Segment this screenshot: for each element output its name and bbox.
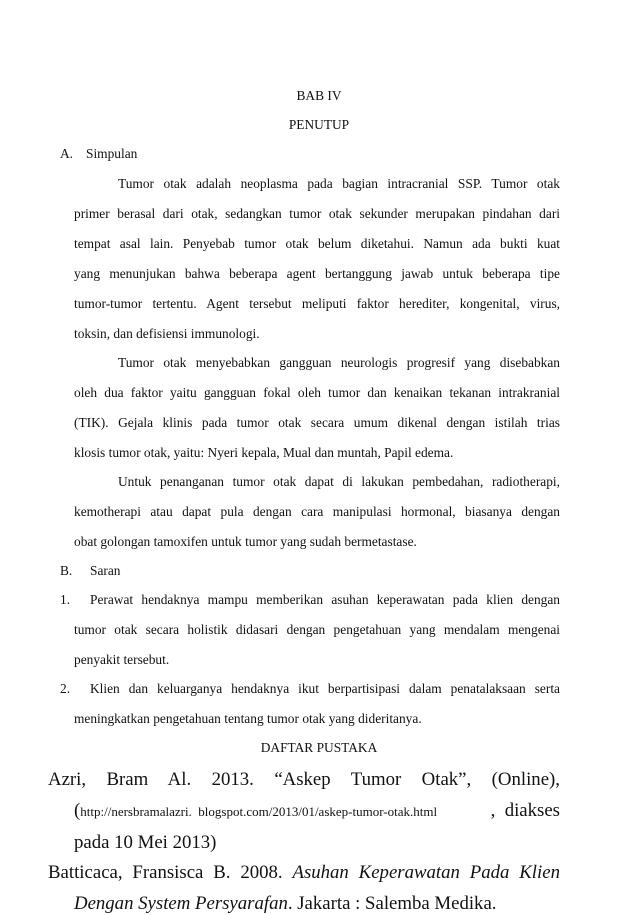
section-b-marker: B. <box>60 563 73 578</box>
saran-line: meningkatkan pengetahuan tentang tumor otak yang dideritanya. <box>74 711 422 726</box>
open-paren: ( <box>74 800 81 821</box>
saran-number: 2. <box>60 681 71 696</box>
reference-book-title: Asuhan Keperawatan Pada Klien <box>292 862 560 883</box>
reference-accessed: , diakses <box>490 800 560 821</box>
reference-url: http://nersbramalazri. blogspot.com/2013/01/askep-tumor-otak.html <box>80 804 438 819</box>
para1-line: Tumor otak adalah neoplasma pada bagian intracranial SSP. Tumor otak <box>118 176 560 191</box>
saran-number: 1. <box>60 592 71 607</box>
reference-book-title-cont: Dengan System Persyarafan <box>74 893 288 914</box>
para2-line: klosis tumor otak, yaitu: Nyeri kepala, Mual dan muntah, Papil edema. <box>74 445 454 460</box>
saran-line: tumor otak secara holistik didasari dengan pengetahuan yang mendalam mengenai <box>74 622 560 637</box>
saran-line: Klien dan keluarganya hendaknya ikut berpartisipasi dalam penatalaksaan serta <box>90 681 560 696</box>
para1-line: primer berasal dari otak, sedangkan tumor otak sekunder merupakan pindahan dari <box>74 206 560 221</box>
section-a-heading: Simpulan <box>86 146 138 161</box>
reference-azri-line: Azri, Bram Al. 2013. “Askep Tumor Otak”, (Online), <box>48 769 560 790</box>
chapter-number: BAB IV <box>296 88 342 103</box>
para1-line: tumor-tumor tertentu. Agent tersebut meliputi faktor herediter, kongenital, virus, <box>74 296 560 311</box>
section-a-marker: A. <box>60 146 74 161</box>
para2-line: Tumor otak menyebabkan gangguan neurologis progresif yang disebabkan <box>118 355 560 370</box>
para3-line: kemotherapi atau dapat pula dengan cara manipulasi hormonal, biasanya dengan <box>74 504 560 519</box>
section-b-heading: Saran <box>90 563 121 578</box>
para3-line: Untuk penanganan tumor otak dapat di lakukan pembedahan, radiotherapi, <box>118 474 560 489</box>
reference-azri-date: pada 10 Mei 2013) <box>74 832 217 853</box>
para1-line: tempat asal lain. Penyebab tumor otak belum diketahui. Namun ada bukti kuat <box>74 236 560 251</box>
reference-batticaca-line <box>48 862 560 884</box>
reference-authors: Batticaca, Fransisca B. 2008. <box>48 862 293 883</box>
para1-line: toksin, dan defisiensi immunologi. <box>74 326 260 341</box>
references-title: DAFTAR PUSTAKA <box>260 740 378 755</box>
para1-line: yang menunjukan bahwa beberapa agent bertanggung jawab untuk beberapa tipe <box>74 266 560 281</box>
para3-line: obat golongan tamoxifen untuk tumor yang sudah bermetastase. <box>74 534 417 549</box>
reference-azri-url-line <box>74 800 560 822</box>
para2-line: oleh dua faktor yaitu gangguan fokal oleh tumor dan kenaikan tekanan intrakranial <box>74 385 560 400</box>
reference-batticaca-line2 <box>74 893 496 915</box>
chapter-title: PENUTUP <box>288 117 350 132</box>
saran-line: penyakit tersebut. <box>74 652 170 667</box>
para2-line: (TIK). Gejala klinis pada tumor otak secara umum dikenal dengan istilah trias <box>74 415 560 430</box>
saran-line: Perawat hendaknya mampu memberikan asuhan keperawatan pada klien dengan <box>90 592 560 607</box>
reference-publisher: . Jakarta : Salemba Medika. <box>287 893 497 914</box>
